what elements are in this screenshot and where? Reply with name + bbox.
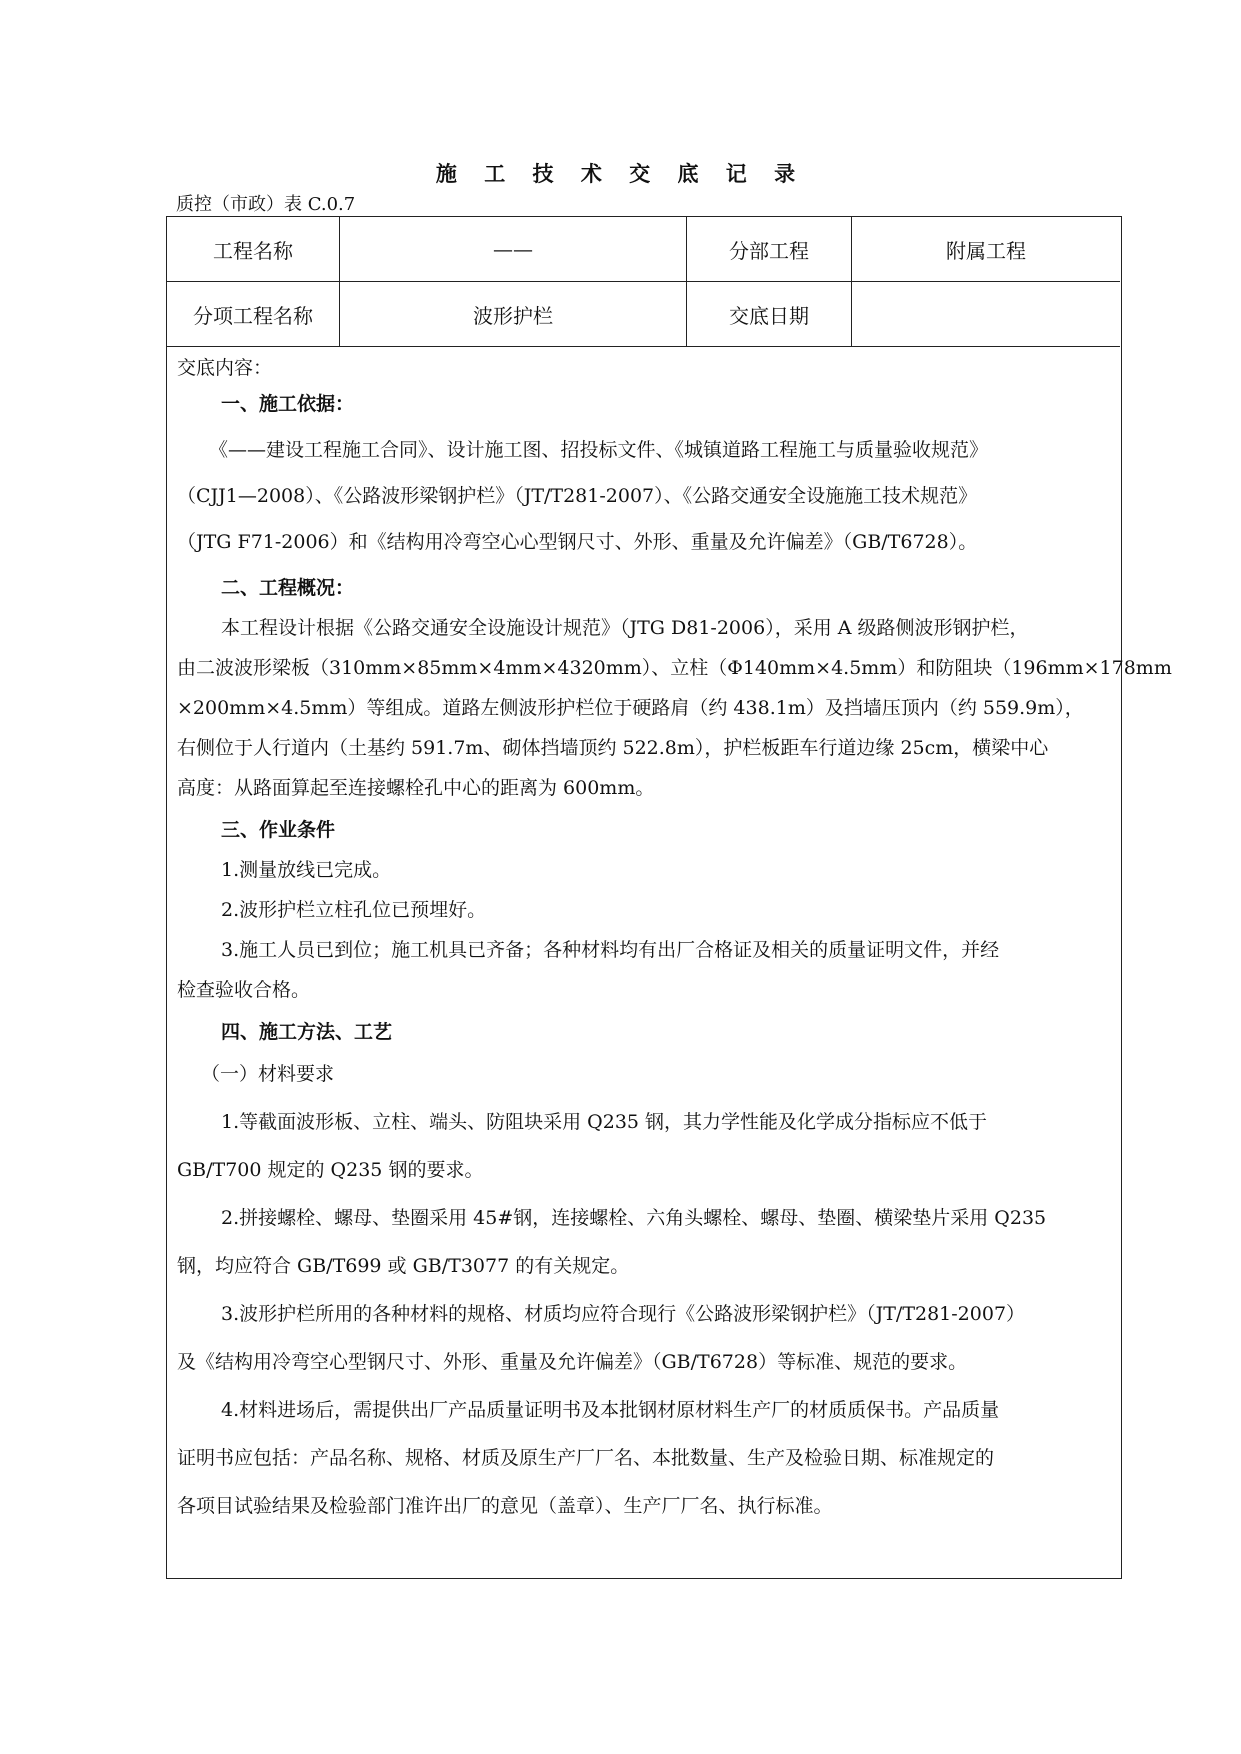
paragraph-line: 证明书应包括：产品名称、规格、材质及原生产厂厂名、本批数量、生产及检验日期、标准规定的 — [177, 1447, 995, 1469]
paragraph-line: GB/T700 规定的 Q235 钢的要求。 — [177, 1159, 484, 1181]
record-form — [166, 216, 1172, 1579]
header-row — [167, 217, 1120, 282]
paragraph-line: （JTG F71-2006）和《结构用冷弯空心心型钢尺寸、外形、重量及允许偏差》（GB/T6728）。 — [177, 531, 978, 553]
subitem-value: 波形护栏 — [340, 282, 687, 347]
list-item: 1.测量放线已完成。 — [221, 859, 392, 881]
section-heading: 二、工程概况： — [221, 577, 355, 599]
division-value: 附属工程 — [852, 217, 1121, 282]
list-item: 3.施工人员已到位；施工机具已齐备；各种材料均有出厂合格证及相关的质量证明文件，并经 — [221, 939, 1000, 961]
paragraph-line: ×200mm×4.5mm）等组成。道路左侧波形护栏位于硬路肩（约 438.1m）及挡墙压顶内（约 559.9m）， — [177, 697, 1084, 719]
list-item: 3.波形护栏所用的各种材料的规格、材质均应符合现行《公路波形梁钢护栏》（JT/T281-2007） — [221, 1303, 1026, 1325]
section-heading: 四、施工方法、工艺 — [221, 1021, 393, 1043]
paragraph-line: 本工程设计根据《公路交通安全设施设计规范》（JTG D81-2006），采用 A 级路侧波形钢护栏， — [221, 617, 1029, 639]
document-title: 施 工 技 术 交 底 记 录 — [435, 161, 806, 186]
content-label: 交底内容： — [177, 357, 273, 379]
section-heading: 三、作业条件 — [221, 819, 336, 841]
paragraph-line: 各项目试验结果及检验部门准许出厂的意见（盖章）、生产厂厂名、执行标准。 — [177, 1495, 833, 1517]
subitem-label: 分项工程名称 — [167, 282, 340, 347]
paragraph-line: 高度：从路面算起至连接螺栓孔中心的距离为 600mm。 — [177, 777, 655, 799]
division-label: 分部工程 — [687, 217, 852, 282]
header-row — [167, 282, 1120, 347]
list-item: 2.拼接螺栓、螺母、垫圈采用 45#钢，连接螺栓、六角头螺栓、螺母、垫圈、横梁垫片采用 Q235 — [221, 1207, 1047, 1229]
list-item: 2.波形护栏立柱孔位已预埋好。 — [221, 899, 487, 921]
form-code: 质控（市政）表 C.0.7 — [176, 194, 356, 215]
project-name-value: —— — [340, 217, 687, 282]
subsection-heading: （一）材料要求 — [201, 1063, 335, 1085]
paragraph-line: 钢，均应符合 GB/T699 或 GB/T3077 的有关规定。 — [177, 1255, 630, 1277]
list-item: 1.等截面波形板、立柱、端头、防阻块采用 Q235 钢，其力学性能及化学成分指标应不低于 — [221, 1111, 988, 1133]
list-item: 4.材料进场后，需提供出厂产品质量证明书及本批钢材原材料生产厂的材质质保书。产品质量 — [221, 1399, 1000, 1421]
paragraph-line: （CJJ1—2008）、《公路波形梁钢护栏》（JT/T281-2007）、《公路交通安全设施施工技术规范》 — [177, 485, 978, 507]
paragraph-line: 检查验收合格。 — [177, 979, 311, 1001]
project-name-label: 工程名称 — [167, 217, 340, 282]
paragraph-line: 由二波波形梁板（310mm×85mm×4mm×4320mm）、立柱（Φ140mm×4.5mm）和防阻块（196mm×178mm — [177, 657, 1172, 679]
section-heading: 一、施工依据： — [221, 393, 355, 415]
header-table — [167, 217, 1120, 347]
paragraph-line: 及《结构用冷弯空心型钢尺寸、外形、重量及允许偏差》（GB/T6728）等标准、规范的要求。 — [177, 1351, 968, 1373]
date-value — [852, 282, 1121, 347]
date-label: 交底日期 — [687, 282, 852, 347]
paragraph-line: 《——建设工程施工合同》、设计施工图、招投标文件、《城镇道路工程施工与质量验收规范》 — [209, 439, 989, 461]
paragraph-line: 右侧位于人行道内（土基约 591.7m、砌体挡墙顶约 522.8m），护栏板距车行道边缘 25cm，横梁中心 — [177, 737, 1049, 759]
